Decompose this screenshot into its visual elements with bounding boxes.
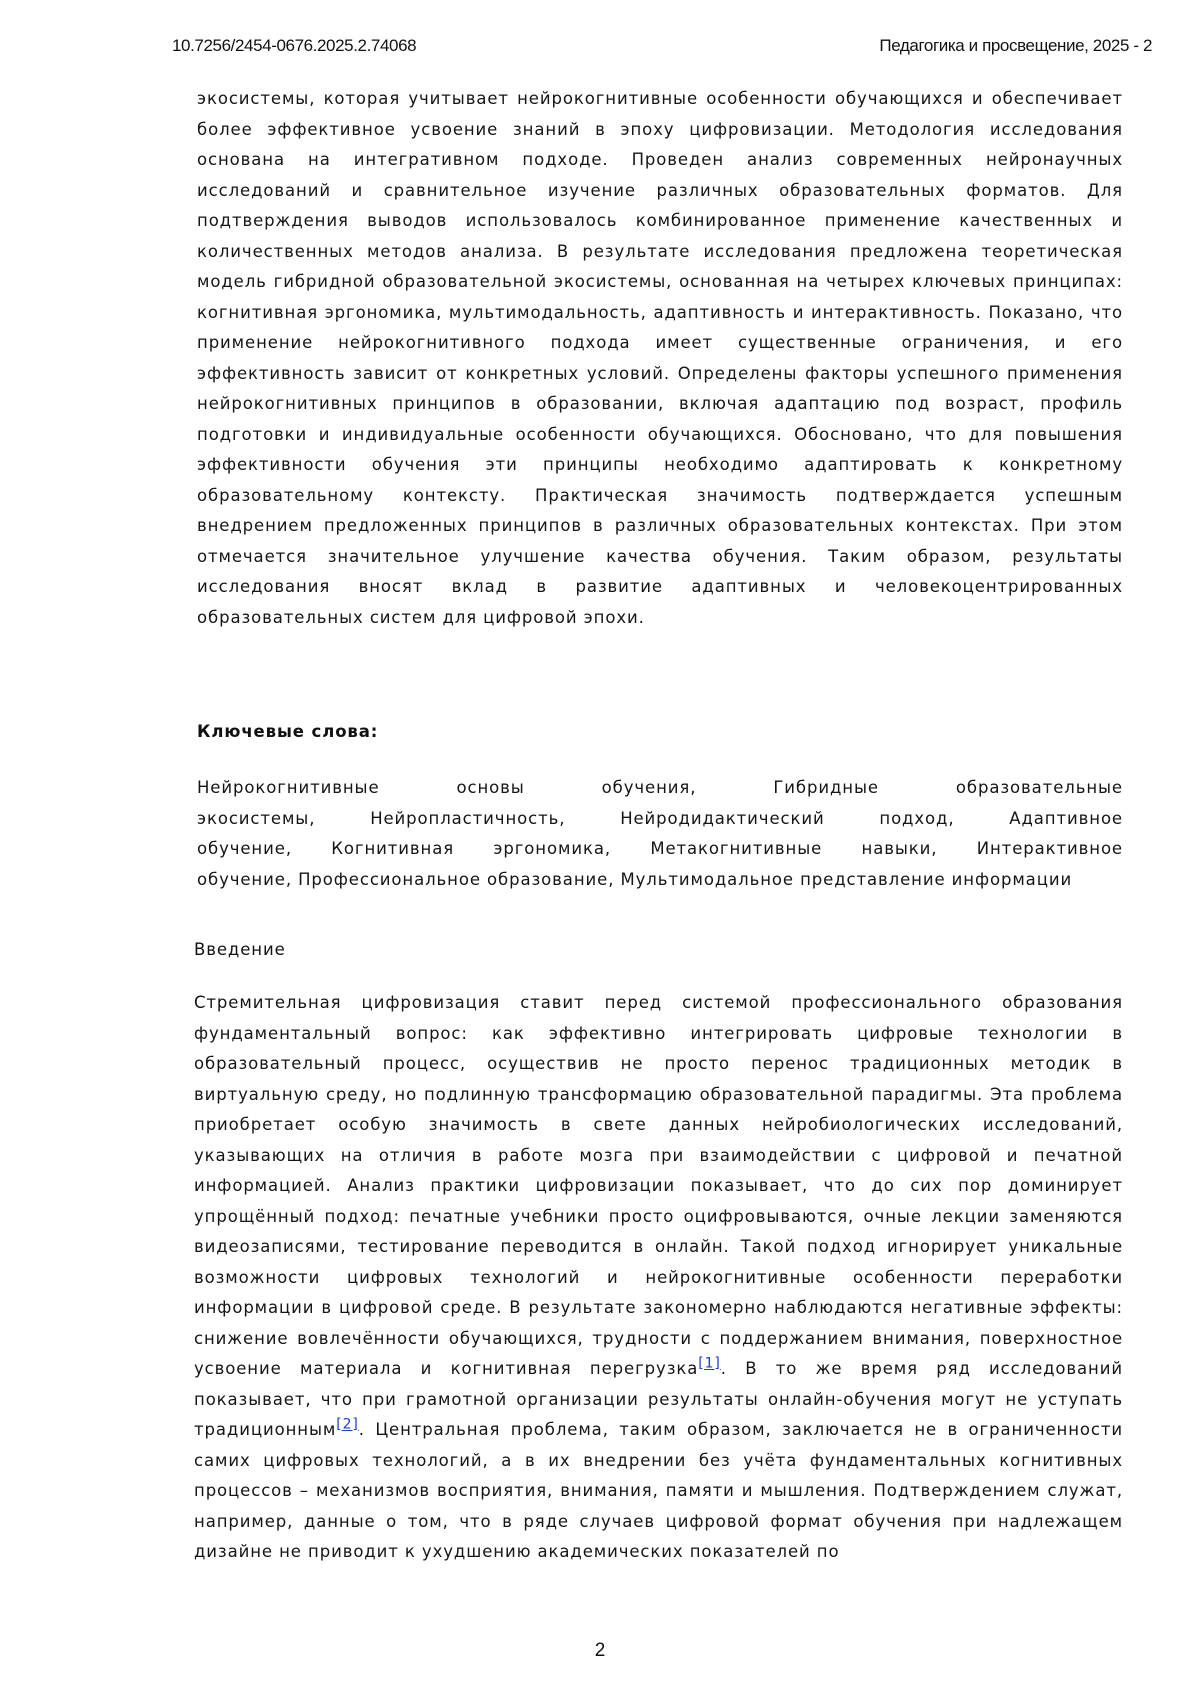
journal-issue-label: Педагогика и просвещение, 2025 - 2 — [879, 36, 1152, 56]
intro-text-part: . Центральная проблема, таким образом, заключается не в ограниченности самих цифровых технологий, а в их внедрении без учёта фундаментальных когнитивных процессов – механизмов восприятия, внимания, памяти и мышления. Подтверждением служат, например, данные о том, что в ряде случаев цифровой формат обучения при надлежащем дизайне не приводит к ухудшению академических показателей по — [194, 1420, 1123, 1561]
keyword: Гибридные образовательные экосистемы — [197, 778, 1123, 828]
doi-label: 10.7256/2454-0676.2025.2.74068 — [172, 36, 416, 56]
abstract-text: экосистемы, которая учитывает нейрокогнитивные особенности обучающихся и обеспечивает более эффективное усвоение знаний в эпоху цифровизации. Методология исследования основана на интегративном подходе. Проведен анализ современных нейронаучных исследований и сравнительное изучение различных образовательных форматов. Для подтверждения выводов использовалось комбинированное применение качественных и количественных методов анализа. В результате исследования предложена теоретическая модель гибридной образовательной экосистемы, основанная на четырех ключевых принципах: когнитивная эргономика, мультимодальность, адаптивность и интерактивность. Показано, что применение нейрокогнитивного подхода имеет существенные ограничения, и его эффективность зависит от конкретных условий. Определены факторы успешного применения нейрокогнитивных принципов в образовании, включая адаптацию под возраст, профиль подготовки и индивидуальные особенности обучающихся. Обосновано, что для повышения эффективности обучения эти принципы необходимо адаптировать к конкретному образовательному контексту. Практическая значимость подтверждается успешным внедрением предложенных принципов в различных образовательных контекстах. При этом отмечается значительное улучшение качества обучения. Таким образом, результаты исследования вносят вклад в развитие адаптивных и человекоцентрированных образовательных систем для цифровой эпохи. — [197, 84, 1123, 633]
keywords-list — [197, 773, 1123, 895]
keyword-separator: , — [948, 809, 1009, 828]
page-number: 2 — [0, 1640, 1200, 1662]
citation-link-1[interactable]: [1] — [698, 1356, 721, 1372]
keyword: Метакогнитивные навыки — [650, 839, 931, 858]
intro-text-part: . В то же время ряд исследований показывает, что при грамотной организации результаты онлайн-обучения могут не уступать традиционным — [194, 1359, 1123, 1439]
citation-superscript — [336, 1417, 359, 1433]
citation-superscript — [698, 1356, 721, 1372]
keyword-separator: , — [931, 839, 976, 858]
keyword: Нейрокогнитивные основы обучения — [197, 778, 690, 797]
keyword-separator: , — [608, 870, 620, 889]
keyword: Адаптивное обучение — [197, 809, 1123, 859]
keyword-separator: , — [286, 839, 331, 858]
keyword: Профессиональное образование — [298, 870, 608, 889]
keyword-separator: , — [605, 839, 650, 858]
keyword: Нейродидактический подход — [620, 809, 948, 828]
keyword: Мультимодальное представление информации — [620, 870, 1072, 889]
section-heading-introduction: Введение — [194, 940, 286, 959]
intro-text-part: Стремительная цифровизация ставит перед системой профессионального образования фундаментальный вопрос: как эффективно интегрировать цифровые технологии в образовательный процесс, осуществив не просто перенос традиционных методик в виртуальную среду, но подлинную трансформацию образовательной парадигмы. Эта проблема приобретает особую значимость в свете данных нейробиологических исследований, указывающих на отличия в работе мозга при взаимодействии с цифровой и печатной информацией. Анализ практики цифровизации показывает, что до сих пор доминирует упрощённый подход: печатные учебники просто оцифровываются, очные лекции заменяются видеозаписями, тестирование переводится в онлайн. Такой подход игнорирует уникальные возможности цифровых технологий и нейрокогнитивные особенности переработки информации в цифровой среде. В результате закономерно наблюдаются негативные эффекты: снижение вовлечённости обучающихся, трудности с поддержанием внимания, поверхностное усвоение материала и когнитивная перегрузка — [194, 993, 1123, 1378]
keyword: Интерактивное обучение — [197, 839, 1123, 889]
keyword: Когнитивная эргономика — [331, 839, 605, 858]
keyword-separator: , — [286, 870, 298, 889]
keyword-separator: , — [559, 809, 620, 828]
keywords-heading: Ключевые слова: — [197, 722, 378, 741]
introduction-paragraph — [194, 988, 1123, 1568]
keyword: Нейропластичность — [370, 809, 559, 828]
keyword-separator: , — [690, 778, 773, 797]
citation-link-2[interactable]: [2] — [336, 1417, 359, 1433]
running-header — [172, 36, 1152, 60]
keyword-separator: , — [309, 809, 370, 828]
